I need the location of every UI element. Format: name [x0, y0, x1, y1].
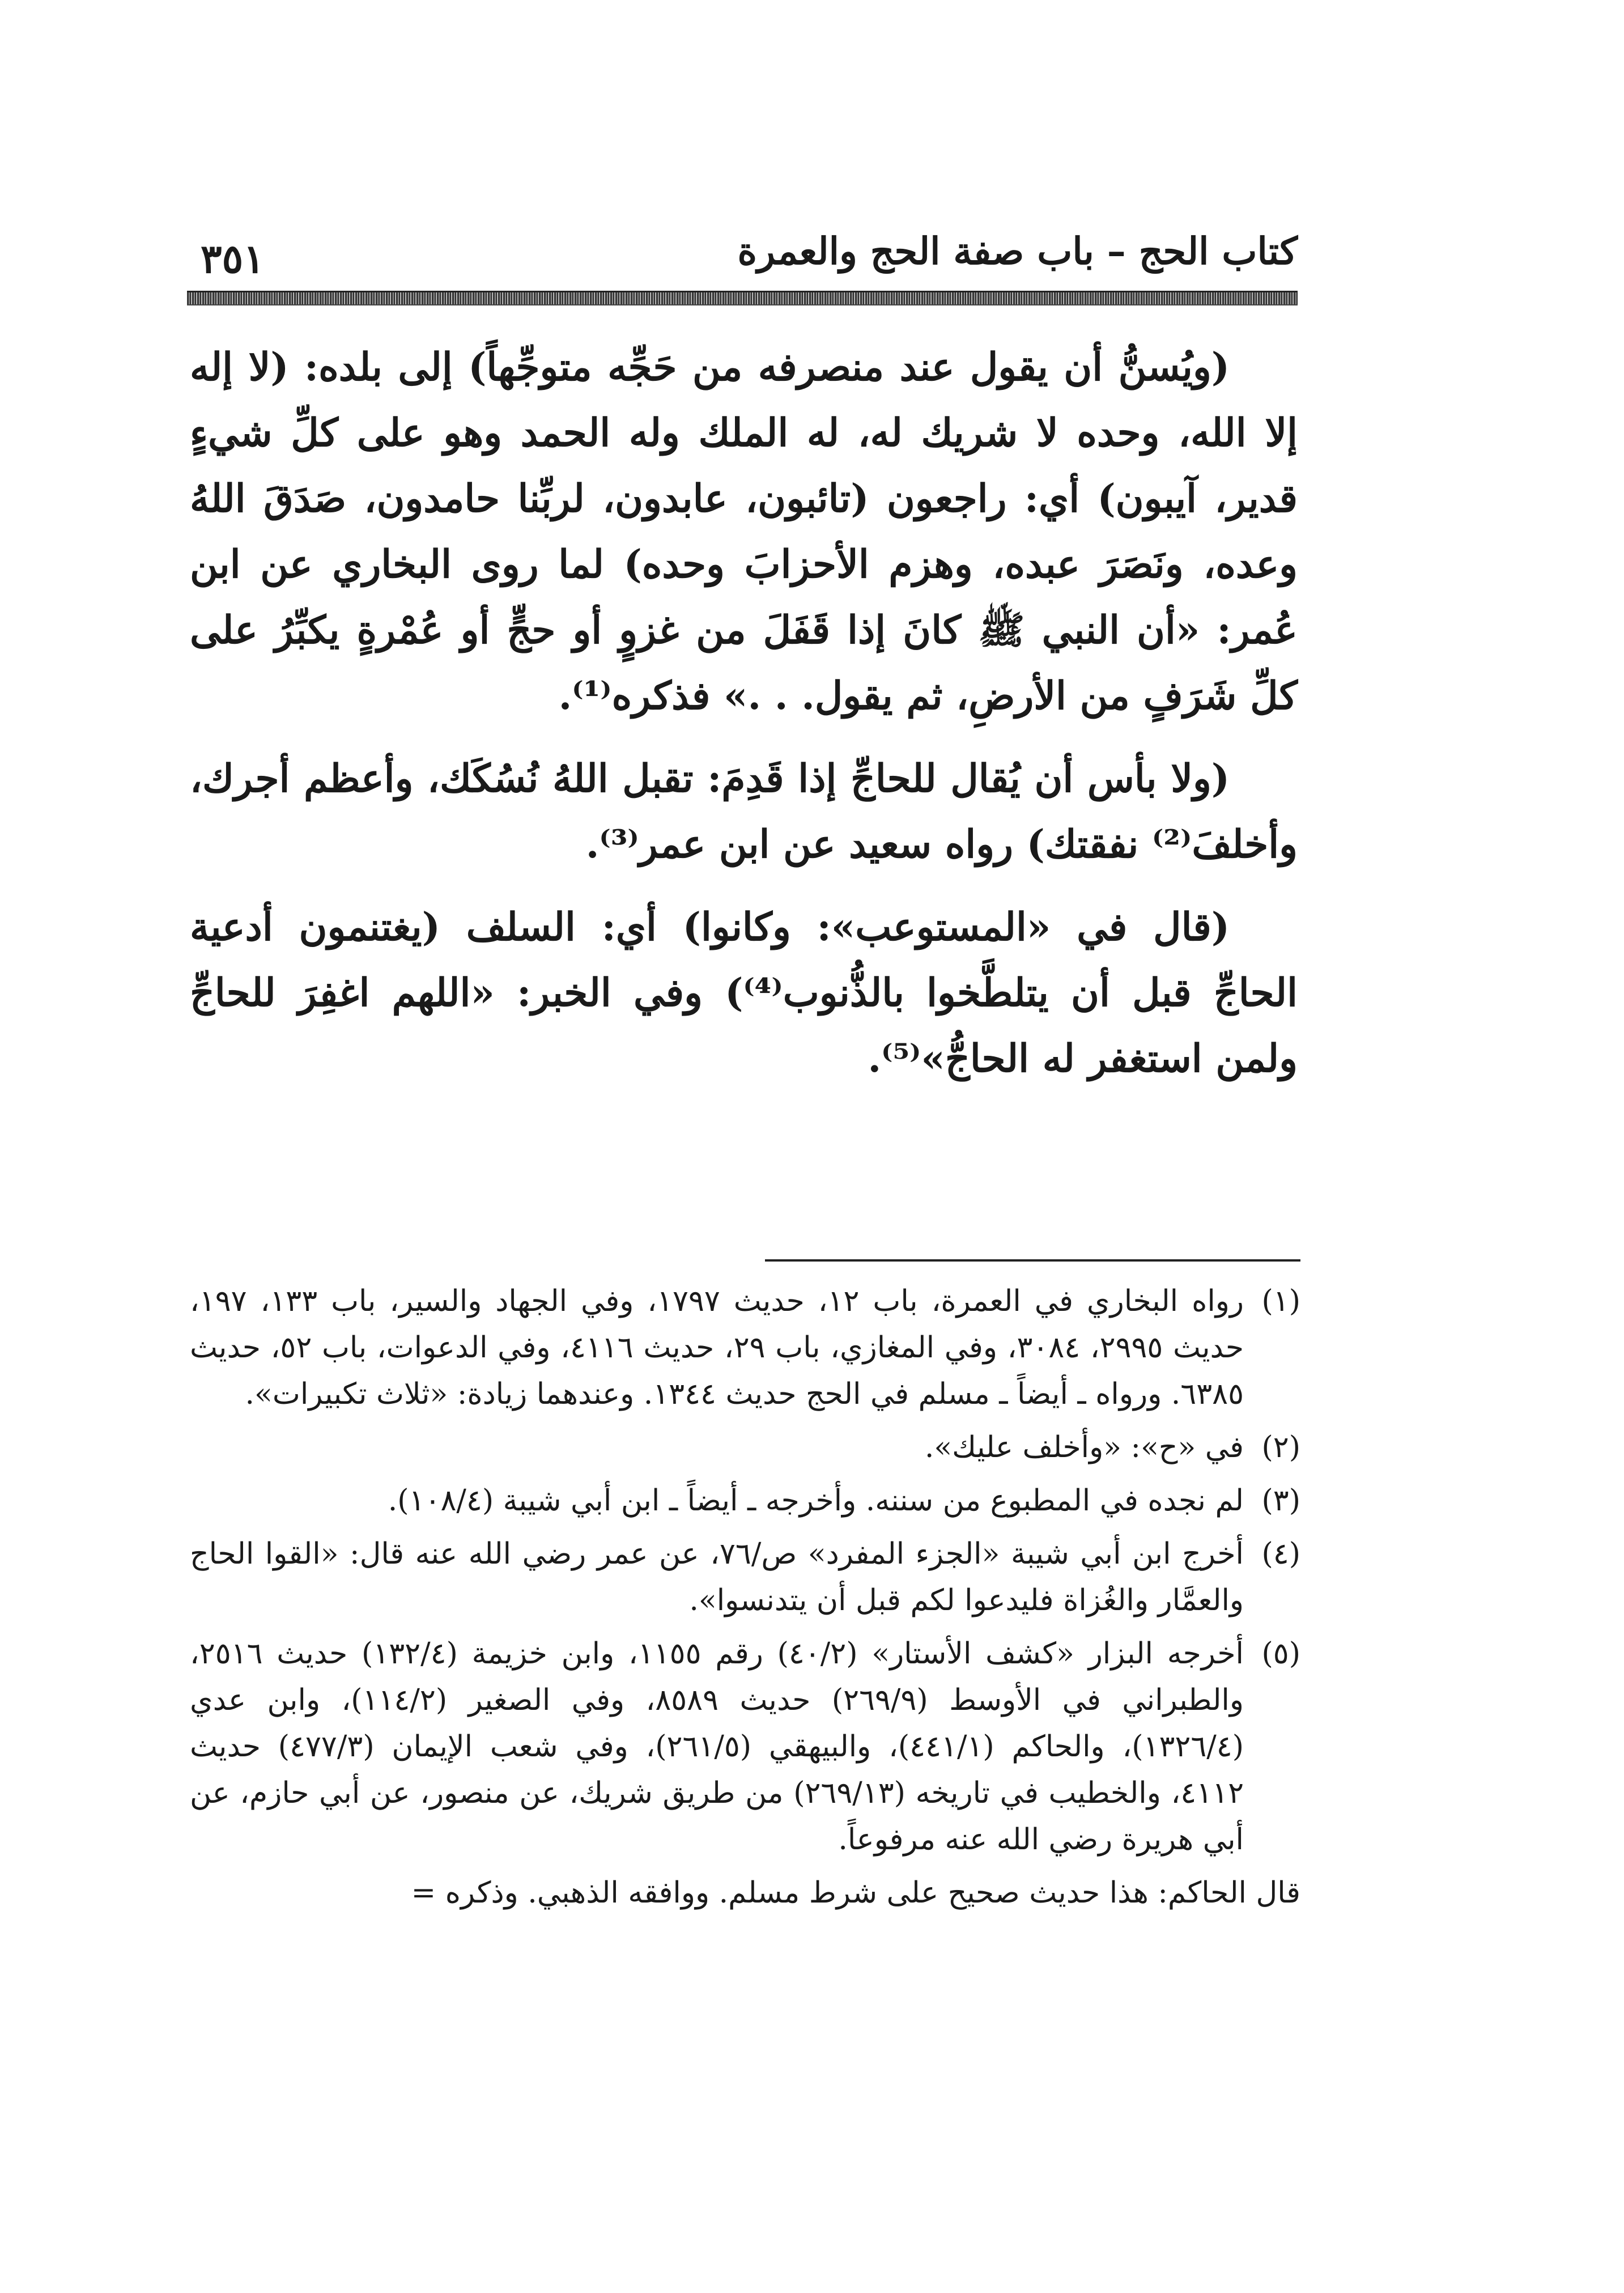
footnote-text: في «ح»: «وأخلف عليك». — [924, 1430, 1244, 1464]
footnote-text: لم نجده في المطبوع من سننه. وأخرجه ـ أيضاً ـ ابن أبي شيبة (١٠٨/٤). — [388, 1484, 1244, 1518]
footnote-text: رواه البخاري في العمرة، باب ١٢، حديث ١٧٩٧، وفي الجهاد والسير، باب ١٣٣، ١٩٧، حديث ٢٩٩٥، ٣٠٨٤، وفي المغازي، باب ٢٩، حديث ٤١١٦، وفي الدعوات، باب ٥٢، حديث ٦٣٨٥. ورواه ـ أيضاً ـ مسلم في الحج حديث ١٣٤٤. وعندهما زيادة: «ثلاث تكبيرات». — [190, 1284, 1244, 1411]
footnote-separator — [765, 1259, 1300, 1262]
footnote-text: أخرج ابن أبي شيبة «الجزء المفرد» ص/٧٦، عن عمر رضي الله عنه قال: «القوا الحاج والعمَّار والغُزاة فليدعوا لكم قبل أن يتدنسوا». — [190, 1537, 1244, 1617]
footnote-number: (١) — [1261, 1284, 1300, 1318]
main-paragraph: (ولا بأس أن يُقال للحاجِّ إذا قَدِمَ: تقبل اللهُ نُسُكَك، وأعظم أجرك، وأخلفَ⁽²⁾ نفقتك) رواه سعيد عن ابن عمر⁽³⁾. — [190, 756, 1298, 867]
footnote — [190, 1477, 1300, 1524]
main-paragraph: (قال في «المستوعب»: وكانوا) أي: السلف (يغتنمون أدعية الحاجِّ قبل أن يتلطَّخوا بالذُّنوب⁽⁴⁾) وفي الخبر: «اللهم اغفِرَ للحاجِّ ولمن استغفر له الحاجُّ»⁽⁵⁾. — [190, 905, 1298, 1081]
footnote-number: (٢) — [1261, 1430, 1300, 1464]
page-header — [187, 224, 1298, 286]
footnote-number: (٤) — [1261, 1537, 1300, 1571]
page-number: ٣٥١ — [201, 235, 265, 282]
running-title: كتاب الحج – باب صفة الحج والعمرة — [737, 229, 1298, 273]
header-rule — [187, 291, 1298, 305]
footnote-number: (٣) — [1261, 1484, 1300, 1518]
footnote — [190, 1424, 1300, 1471]
footnote — [190, 1630, 1300, 1863]
main-paragraph: (ويُسنُّ أن يقول عند منصرفه من حَجِّه متوجِّهاً) إلى بلده: (لا إله إلا الله، وحده لا شريك له، له الملك وله الحمد وهو على كلِّ شيءٍ قدير، آيبون) أي: راجعون (تائبون، عابدون، لربِّنا حامدون، صَدَقَ اللهُ وعده، ونَصَرَ عبده، وهزم الأحزابَ وحده) لما روى البخاري عن ابن عُمر: «أن النبي ﷺ كانَ إذا قَفَلَ من غزوٍ أو حجٍّ أو عُمْرةٍ يكبِّرُ على كلِّ شَرَفٍ من الأرضِ، ثم يقول. . .» فذكره⁽¹⁾. — [190, 345, 1298, 719]
footnote-number: (٥) — [1261, 1637, 1300, 1671]
footnote-text: أخرجه البزار «كشف الأستار» (٤٠/٢) رقم ١١٥٥، وابن خزيمة (١٣٢/٤) حديث ٢٥١٦، والطبراني في الأوسط (٢٦٩/٩) حديث ٨٥٨٩، وفي الصغير (١١٤/٢)، وابن عدي (١٣٢٦/٤)، والحاكم (٤٤١/١)، والبيهقي (٢٦١/٥)، وفي شعب الإيمان (٤٧٧/٣) حديث ٤١١٢، والخطيب في تاريخه (٢٦٩/١٣) من طريق شريك، عن منصور، عن أبي حازم، عن أبي هريرة رضي الله عنه مرفوعاً. — [190, 1637, 1244, 1857]
footnote-continuation: قال الحاكم: هذا حديث صحيح على شرط مسلم. ووافقه الذهبي. وذكره = — [411, 1876, 1300, 1910]
footnotes — [190, 1278, 1300, 1916]
footnote — [190, 1278, 1300, 1417]
main-text — [190, 334, 1298, 1109]
footnote — [190, 1531, 1300, 1624]
